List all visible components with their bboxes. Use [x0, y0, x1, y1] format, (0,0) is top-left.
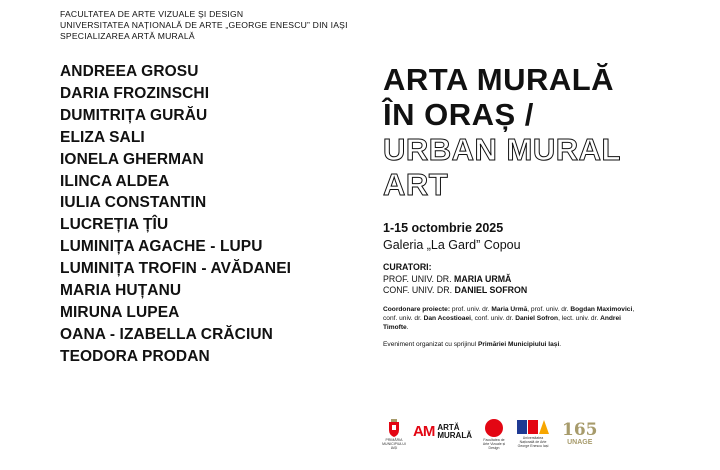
- event-dates: 1-15 octombrie 2025: [383, 221, 504, 235]
- primaria-logo: [383, 418, 405, 450]
- artist-name: OANA - IZABELLA CRĂCIUN: [60, 325, 273, 343]
- coord-name: Maria Urmă: [491, 305, 528, 313]
- coord-name: Daniel Sofron: [515, 314, 559, 322]
- curator-2-title: CONF. UNIV. DR.: [383, 285, 455, 295]
- specialization-line: SPECIALIZAREA ARTĂ MURALĂ: [60, 31, 195, 41]
- primaria-caption: PRIMĂRIA MUNICIPIULUI IAȘI: [382, 438, 406, 450]
- coordination-label: Coordonare proiecte:: [383, 305, 451, 313]
- coord-name: Dan Acostioaei: [423, 314, 471, 322]
- partner-logos: [383, 418, 613, 463]
- red-circle-icon: [484, 418, 504, 438]
- artist-name: IULIA CONSTANTIN: [60, 194, 207, 212]
- coord-text: .: [406, 323, 409, 331]
- university-mark-icon: [517, 418, 549, 436]
- am-wordmark: [437, 424, 472, 440]
- support-org: Primăriei Municipiului Iași: [477, 341, 560, 349]
- university-line: UNIVERSITATEA NAȚIONALĂ DE ARTE „GEORGE ENESCU” DIN IAȘI: [60, 20, 348, 30]
- support-text: Eveniment organizat cu sprijinul: [383, 341, 478, 349]
- faculty-caption: Facultatea de Arte Vizuale și Design: [482, 438, 506, 450]
- university-caption: Universitatea Națională de Arte George Enescu Iași: [517, 436, 549, 448]
- curator-1: [383, 274, 703, 286]
- artist-name: DUMITRIȚA GURĂU: [60, 106, 208, 124]
- exhibition-info: [383, 62, 703, 349]
- artist-name: LUMINIȚA AGACHE - LUPU: [60, 238, 263, 256]
- curators-label: CURATORI:: [383, 262, 432, 272]
- support-text: .: [559, 341, 562, 349]
- unage-text: UNAGE: [567, 439, 593, 446]
- artist-name: ELIZA SALI: [60, 128, 145, 146]
- title-line-3: URBAN MURAL: [383, 132, 621, 167]
- coord-text: , prof. univ. dr.: [527, 305, 571, 313]
- curators-block: [383, 262, 703, 297]
- university-logo: [516, 418, 550, 448]
- artist-name: IONELA GHERMAN: [60, 150, 204, 168]
- title-line-2: ÎN ORAȘ /: [383, 97, 534, 132]
- curator-1-title: PROF. UNIV. DR.: [383, 273, 455, 284]
- coord-text: , conf. univ. dr.: [470, 314, 516, 322]
- institution-header: [60, 9, 348, 42]
- coat-of-arms-icon: [387, 418, 401, 438]
- am-mark: AM: [413, 423, 435, 440]
- am-word-1: ARTĂ: [437, 422, 460, 432]
- faculty-logo: [480, 418, 508, 450]
- artist-name: LUMINIȚA TROFIN - AVĂDANEI: [60, 260, 292, 278]
- faculty-line: FACULTATEA DE ARTE VIZUALE ȘI DESIGN: [60, 9, 244, 19]
- arta-murala-logo: [413, 423, 472, 440]
- artist-name: LUCREȚIA ȚÎU: [60, 216, 169, 234]
- unage-number: 165: [562, 420, 598, 440]
- artist-name: MARIA HUȚANU: [60, 282, 182, 300]
- am-word-2: MURALĂ: [437, 430, 472, 440]
- artist-name: DARIA FROZINSCHI: [60, 84, 210, 102]
- event-venue: Galeria „La Gard” Copou: [383, 238, 521, 252]
- unage-165-logo: [562, 422, 598, 446]
- coordination-text: [383, 305, 645, 333]
- coord-name: Andrei Timofte: [383, 314, 621, 331]
- title-line-4: ART: [383, 167, 449, 202]
- artist-list: [60, 61, 291, 368]
- coord-name: Bogdan Maximovici: [570, 305, 633, 313]
- coord-text: , lect. univ. dr.: [558, 314, 601, 322]
- coord-text: prof. univ. dr.: [450, 305, 492, 313]
- artist-name: TEODORA PRODAN: [60, 347, 210, 365]
- title-line-1: ARTA MURALĂ: [383, 62, 615, 97]
- support-note: [383, 340, 703, 349]
- curator-2: [383, 285, 703, 297]
- artist-name: ANDREEA GROSU: [60, 63, 199, 80]
- curator-2-name: DANIEL SOFRON: [454, 285, 528, 295]
- artist-name: MIRUNA LUPEA: [60, 303, 180, 321]
- curator-1-name: MARIA URMĂ: [454, 273, 512, 284]
- artist-name: ILINCA ALDEA: [60, 172, 170, 190]
- coord-text: , conf. univ. dr.: [383, 305, 635, 322]
